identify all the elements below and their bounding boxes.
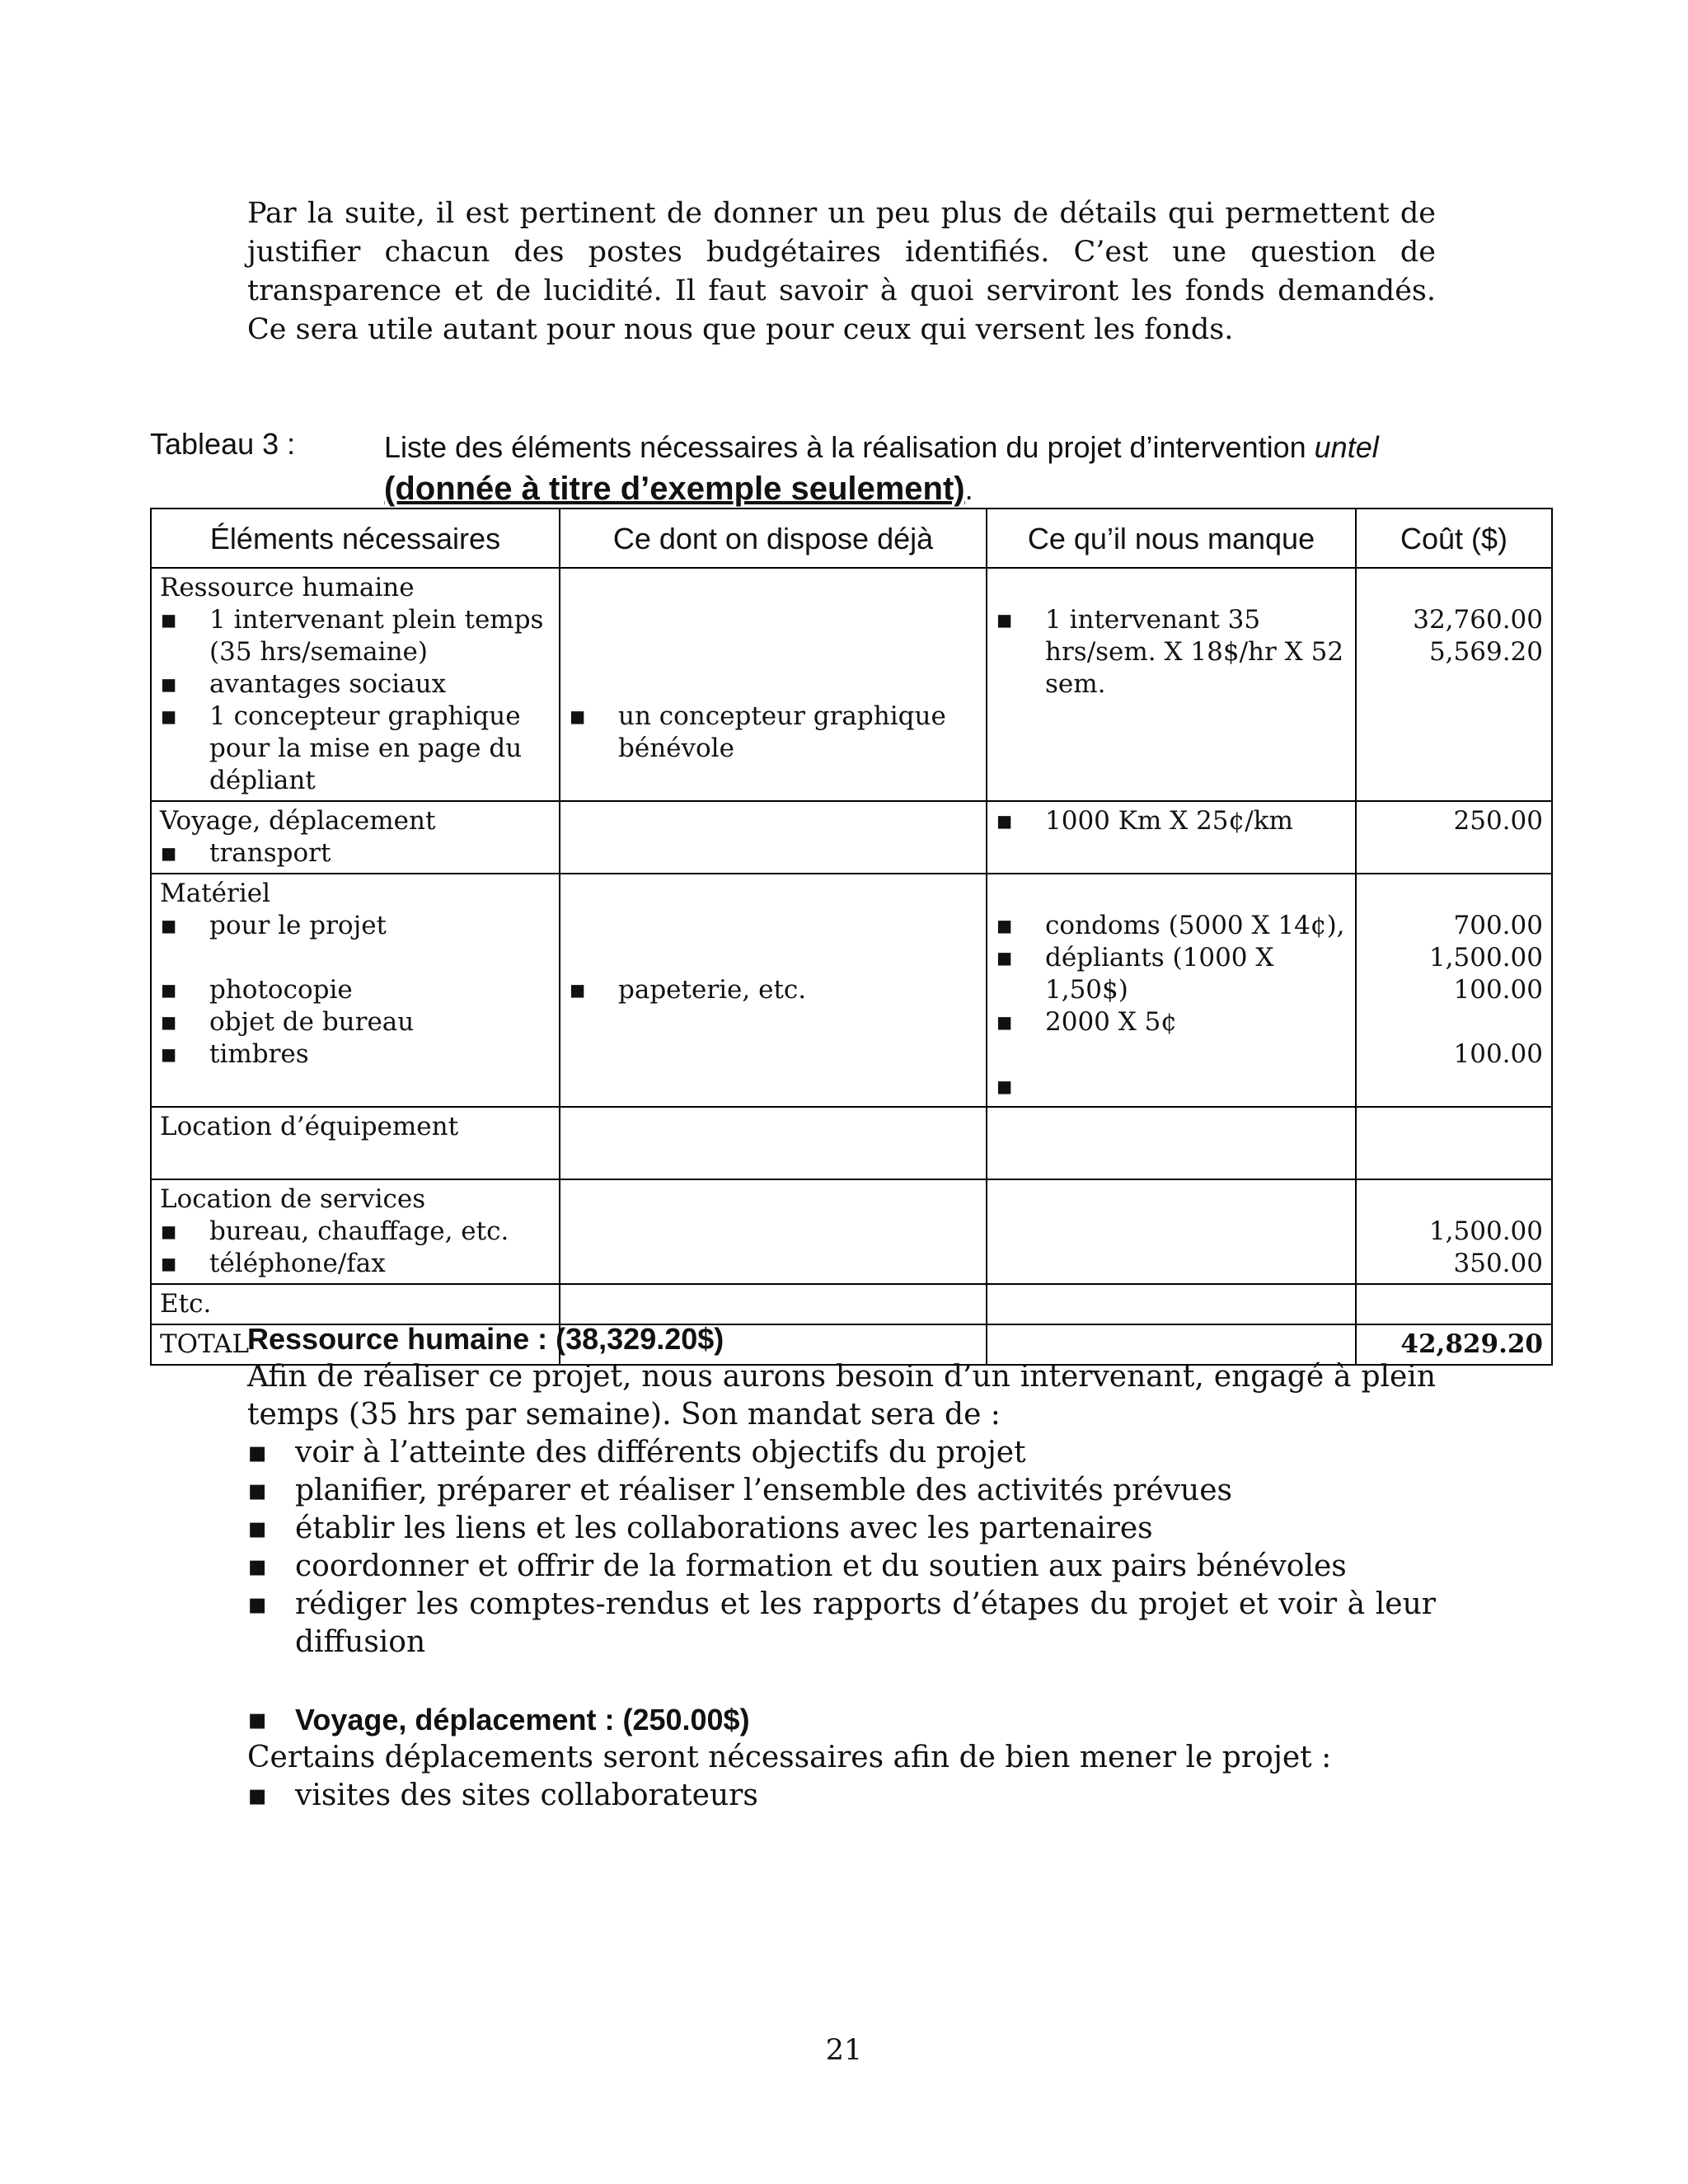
cost-value: 32,760.00 (1413, 605, 1543, 635)
header-elements: Éléments nécessaires (151, 509, 560, 568)
bullet-icon: ▪ (247, 1587, 268, 1621)
header-cost: Coût ($) (1356, 509, 1552, 568)
bullet-icon: ▪ (996, 943, 1014, 972)
list-item: ▪ 1 intervenant plein temps (35 hrs/semaine) (160, 605, 544, 667)
cell-cost (1356, 801, 1552, 874)
bullet-icon: ▪ (996, 806, 1014, 836)
intro-paragraph: Par la suite, il est pertinent de donner un peu plus de détails qui permettent de justifier chacun des postes budgétaires identifiés. C’est une question de transparence et de lucidité. Il faut savoir à quoi serviront les fonds demandés. Ce sera utile autant pour nous que pour ceux qui versent les fonds. (247, 197, 1436, 346)
table-row (151, 1284, 1552, 1324)
bullet-icon: ▪ (247, 1436, 268, 1469)
bullet-icon: ▪ (160, 605, 178, 635)
list-item: ▪ condoms (5000 X 14¢), (996, 911, 1345, 940)
cell-cost (1356, 874, 1552, 1107)
list-item: ▪ 1 concepteur graphique pour la mise en page du dépliant (160, 701, 523, 795)
list-item: ▪ photocopie (160, 975, 353, 1005)
table-caption (384, 427, 1456, 510)
cell-have (560, 1179, 987, 1284)
section-paragraph: Afin de réaliser ce projet, nous aurons besoin d’un intervenant, engagé à plein temps (35 hrs par semaine). Son mandat sera de : (247, 1360, 1436, 1432)
cost-value: 100.00 (1453, 975, 1543, 1005)
bullet-icon: ▪ (160, 1216, 178, 1246)
list-item: ▪ planifier, préparer et réaliser l’ensemble des activités prévues (247, 1472, 1436, 1510)
cell-cost (1356, 1284, 1552, 1324)
bullet-icon: ▪ (247, 1511, 268, 1545)
cost-value: 100.00 (1453, 1039, 1543, 1069)
cell-elements (151, 1179, 560, 1284)
table-caption-label: Tableau 3 : (150, 427, 296, 461)
list-item: ▪ voir à l’atteinte des différents objectifs du projet (247, 1434, 1436, 1472)
rh-section (247, 1320, 1436, 1661)
cell-cost (1356, 1179, 1552, 1284)
bullet-icon: ▪ (996, 1071, 1014, 1101)
bullet-icon: ▪ (996, 911, 1014, 940)
bullet-icon: ▪ (247, 1549, 268, 1583)
bullet-icon: ▪ (996, 1007, 1014, 1037)
row-title: Location d’équipement (160, 1112, 459, 1141)
cell-cost (1356, 568, 1552, 801)
cost-value: 5,569.20 (1428, 637, 1543, 667)
cell-have (560, 1107, 987, 1179)
total-label: TOTAL (151, 1324, 560, 1365)
header-need: Ce qu’il nous manque (987, 509, 1356, 568)
cost-value: 1,500.00 (1428, 1216, 1543, 1246)
bullet-icon: ▪ (160, 838, 178, 868)
budget-table (150, 508, 1553, 1366)
bullet-icon: ▪ (569, 701, 587, 731)
cell-have (560, 1284, 987, 1324)
bullet-icon: ▪ (160, 1249, 178, 1278)
row-title: Matériel (160, 879, 271, 908)
caption-text-main: Liste des éléments nécessaires à la réalisation du projet d’intervention (384, 430, 1306, 464)
list-item: ▪ bureau, chauffage, etc. (160, 1216, 509, 1246)
table-row (151, 1179, 1552, 1284)
cell-have (560, 874, 987, 1107)
header-have: Ce dont on dispose déjà (560, 509, 987, 568)
list-item: ▪ 2000 X 5¢ (996, 1007, 1178, 1037)
caption-end: . (964, 472, 973, 506)
list-item: ▪ objet de bureau (160, 1007, 415, 1037)
list-item: ▪ rédiger les comptes-rendus et les rapports d’étapes du projet et voir à leur diffusion (247, 1586, 1436, 1661)
section-heading: ▪ Voyage, déplacement : (250.00$) (247, 1701, 1436, 1739)
bullet-icon: ▪ (996, 605, 1014, 635)
bullet-icon: ▪ (247, 1703, 268, 1736)
list-item: ▪ papeterie, etc. (569, 975, 807, 1005)
cost-value: 700.00 (1453, 911, 1543, 940)
section-paragraph: Certains déplacements seront nécessaires afin de bien mener le projet : (247, 1741, 1332, 1774)
cell-elements (151, 1107, 560, 1179)
row-title: Location de services (160, 1184, 426, 1214)
cell-need (987, 801, 1356, 874)
table-header-row (151, 509, 1552, 568)
cell-elements: Etc. (151, 1284, 560, 1324)
row-title: Voyage, déplacement (160, 806, 436, 836)
cost-value: 1,500.00 (1428, 943, 1543, 972)
list-item: ▪ un concepteur graphique bénévole (569, 701, 946, 763)
table-row (151, 801, 1552, 874)
bullet-icon: ▪ (247, 1779, 268, 1812)
list-item: ▪ dépliants (1000 X 1,50$) (996, 943, 1274, 1005)
bullet-icon: ▪ (160, 911, 178, 940)
bullet-icon: ▪ (569, 975, 587, 1005)
section-heading: Ressource humaine : (38,329.20$) (247, 1322, 724, 1356)
list-item: ▪ timbres (160, 1039, 309, 1069)
cell-need (987, 1284, 1356, 1324)
list-item: ▪ visites des sites collaborateurs (247, 1777, 1436, 1815)
list-item: ▪ téléphone/fax (160, 1249, 386, 1278)
cost-value: 350.00 (1453, 1249, 1543, 1278)
list-item: ▪ avantages sociaux (160, 669, 447, 699)
list-item: ▪ pour le projet (160, 911, 387, 940)
caption-note: (donnée à titre d’exemple seulement) (384, 471, 965, 507)
cell-cost (1356, 1107, 1552, 1179)
cell-need (987, 1179, 1356, 1284)
cell-need (987, 568, 1356, 801)
cell-elements (151, 874, 560, 1107)
row-title: Ressource humaine (160, 573, 415, 602)
list-item: ▪ 1000 Km X 25¢/km (996, 806, 1293, 836)
table-row (151, 874, 1552, 1107)
cell-have (560, 568, 987, 801)
cell-need (987, 874, 1356, 1107)
caption-italic: untel (1314, 430, 1379, 464)
bullet-icon: ▪ (160, 1007, 178, 1037)
bullet-icon: ▪ (160, 701, 178, 731)
bullet-icon: ▪ (160, 975, 178, 1005)
cost-value: 250.00 (1453, 806, 1543, 836)
voyage-section (247, 1701, 1436, 1815)
bullet-icon: ▪ (160, 1039, 178, 1069)
bullet-icon: ▪ (247, 1474, 268, 1507)
total-value: 42,829.20 (1356, 1324, 1552, 1365)
cell-have (560, 801, 987, 874)
list-item: ▪ transport (160, 838, 331, 868)
table-row (151, 1107, 1552, 1179)
bullet-icon: ▪ (160, 669, 178, 699)
cell-elements (151, 801, 560, 874)
list-item: ▪ établir les liens et les collaborations avec les partenaires (247, 1510, 1436, 1548)
list-item: ▪ 1 intervenant 35 hrs/sem. X 18$/hr X 52 sem. (996, 605, 1344, 699)
cell-need (987, 1107, 1356, 1179)
cell-elements (151, 568, 560, 801)
page-number: 21 (825, 2034, 863, 2067)
table-row (151, 568, 1552, 801)
list-item: ▪ coordonner et offrir de la formation et du soutien aux pairs bénévoles (247, 1548, 1436, 1586)
list-item (996, 1071, 1347, 1103)
